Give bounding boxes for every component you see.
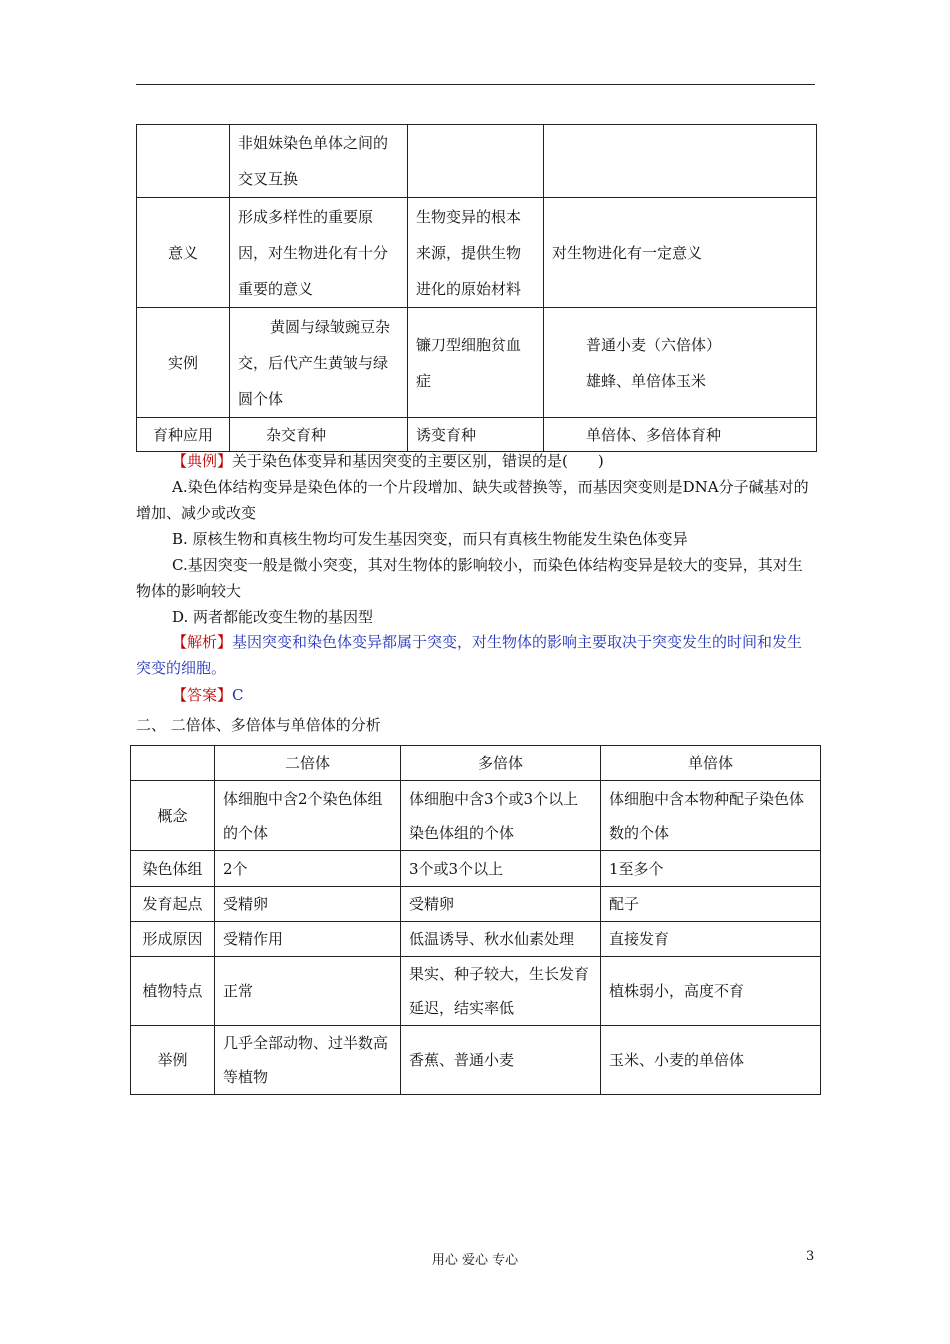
table-cell [544,308,817,418]
table-header-cell: 多倍体 [401,746,601,781]
analysis-tag: 【解析】 [172,633,233,651]
header-rule [136,84,815,85]
table-row [131,1026,821,1095]
table-header-cell: 单倍体 [601,746,821,781]
table-cell: 诱变育种 [408,418,544,452]
table-cell-line: 普通小麦（六倍体） [586,335,722,354]
section-heading: 二、 二倍体、多倍体与单倍体的分析 [136,716,381,734]
table-row [137,125,817,198]
table-cell: 正常 [215,957,401,1026]
table-row [137,308,817,418]
table-cell: 生物变异的根本来源，提供生物进化的原始材料 [408,198,544,308]
table-cell-line: 雄蜂、单倍体玉米 [586,371,707,390]
option-c: C.基因突变一般是微小突变，其对生物体的影响较小，而染色体结构变异是较大的变异，其对生物体的影响较大 [136,556,803,600]
table-row [131,851,821,887]
table-cell: 3个或3个以上 [401,851,601,887]
table-cell: 植物特点 [131,957,215,1026]
table-cell: 举例 [131,1026,215,1095]
answer [136,682,816,708]
table-header-row [131,746,821,781]
table-row [131,957,821,1026]
table-cell: 杂交育种 [230,418,408,452]
table-cell: 直接发育 [601,922,821,957]
table-cell: 受精卵 [215,887,401,922]
table-cell: 体细胞中含3个或3个以上染色体组的个体 [401,781,601,851]
table-cell: 低温诱导、秋水仙素处理 [401,922,601,957]
variation-comparison-table [136,124,817,452]
answer-tag: 【答案】 [172,686,233,704]
option-a: A.染色体结构变异是染色体的一个片段增加、缺失或替换等，而基因突变则是DNA分子碱基对的增加、减少或改变 [136,478,809,522]
example-question [136,448,816,474]
ploidy-comparison-table [130,745,821,1095]
footer-slogan: 用心 爱心 专心 [431,1253,519,1268]
table-cell: 玉米、小麦的单倍体 [601,1026,821,1095]
table-cell: 对生物进化有一定意义 [544,198,817,308]
table-cell: 植株弱小，高度不育 [601,957,821,1026]
table-cell [137,125,230,198]
table-cell: 果实、种子较大，生长发育延迟，结实率低 [401,957,601,1026]
table-cell: 几乎全部动物、过半数高等植物 [215,1026,401,1095]
table-cell: 体细胞中含本物种配子染色体数的个体 [601,781,821,851]
option-d: D. 两者都能改变生物的基因型 [172,608,374,626]
option-b: B. 原核生物和真核生物均可发生基因突变，而只有真核生物能发生染色体变异 [172,530,688,548]
answer-text: C [232,686,244,704]
table-header-cell: 二倍体 [215,746,401,781]
table-cell: 2个 [215,851,401,887]
table-cell: 育种应用 [137,418,230,452]
table-cell: 配子 [601,887,821,922]
table-cell [544,125,817,198]
example-tag: 【典例】 [172,452,233,470]
analysis [136,629,816,681]
table-cell: 受精卵 [401,887,601,922]
table-header-cell [131,746,215,781]
table-row [137,198,817,308]
table-cell: 体细胞中含2个染色体组的个体 [215,781,401,851]
table-cell: 黄圆与绿皱豌豆杂交，后代产生黄皱与绿圆个体 [230,308,408,418]
table-cell: 单倍体、多倍体育种 [544,418,817,452]
table-row [131,781,821,851]
table-cell: 1至多个 [601,851,821,887]
table-cell: 染色体组 [131,851,215,887]
table-cell: 香蕉、普通小麦 [401,1026,601,1095]
table-cell: 发育起点 [131,887,215,922]
table-row [137,418,817,452]
table-row [131,922,821,957]
table-cell: 意义 [137,198,230,308]
table-cell [408,125,544,198]
page-number: 3 [806,1249,815,1264]
table-cell: 镰刀型细胞贫血症 [408,308,544,418]
analysis-text: 基因突变和染色体变异都属于突变，对生物体的影响主要取决于突变发生的时间和发生突变的细胞。 [136,633,803,677]
table-cell: 实例 [137,308,230,418]
table-cell: 形成多样性的重要原因，对生物进化有十分重要的意义 [230,198,408,308]
table-row [131,887,821,922]
table-cell: 受精作用 [215,922,401,957]
table-cell: 概念 [131,781,215,851]
example-question-text: 关于染色体变异和基因突变的主要区别，错误的是( ) [232,452,604,470]
table-cell: 非姐妹染色单体之间的交叉互换 [230,125,408,198]
table-cell: 形成原因 [131,922,215,957]
